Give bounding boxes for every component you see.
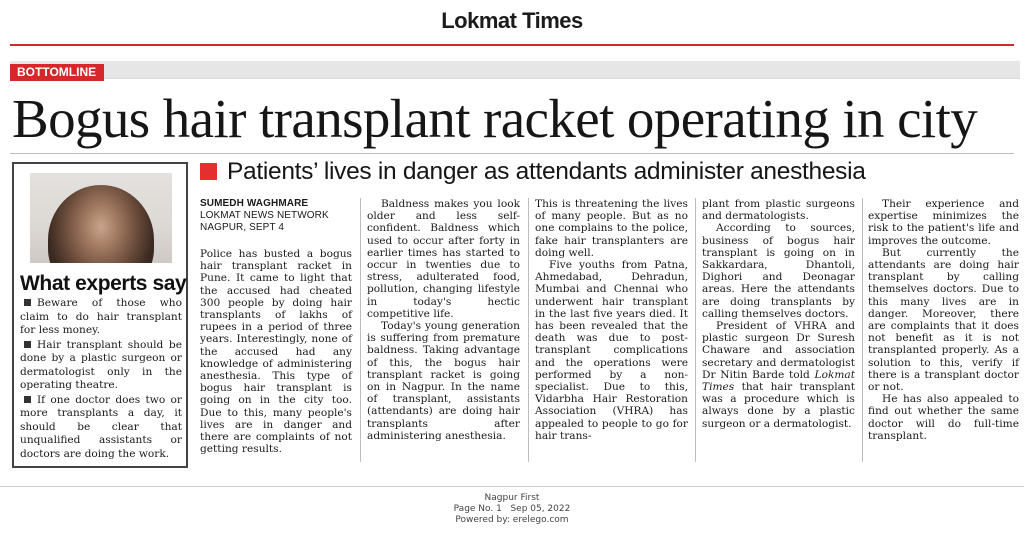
paragraph: Police has busted a bogus hair transplant racket in Pune. It came to light that the accused had cheated 300 people by doing hair transplants of lakhs of rupees in a period of three years. Interestingly, none of the accused had any knowledge of administering anesthesia. This type of bogus hair transplant is going on in the city too. Due to this, many people's lives are in danger and there are complaints of not getting results. bbox=[200, 248, 352, 456]
sidebar-point: If one doctor does two or more transplants a day, it should be clear that unqualified assistants or doctors are doing the work. bbox=[20, 393, 182, 460]
subheadline: Patients’ lives in danger as attendants administer anesthesia bbox=[200, 158, 866, 186]
article-column-1 bbox=[200, 248, 352, 455]
headline: Bogus hair transplant racket operating in city bbox=[12, 88, 978, 149]
edition-name: Nagpur First bbox=[484, 493, 540, 503]
bullet-icon bbox=[24, 396, 31, 403]
masthead-rule bbox=[10, 44, 1014, 46]
masthead: Lokmat Times bbox=[441, 8, 583, 33]
paragraph: This is threatening the lives of many people. But as no one complains to the police, fake hair transplanters are doing well. bbox=[535, 198, 688, 259]
powered-by: Powered by: erelego.com bbox=[455, 515, 569, 525]
page-footer bbox=[0, 493, 1024, 526]
dateline: NAGPUR, SEPT 4 bbox=[200, 222, 285, 233]
article-column-4 bbox=[702, 198, 855, 430]
author-name: SUMEDH WAGHMARE bbox=[200, 198, 309, 209]
sidebar-title: What experts say bbox=[20, 272, 187, 295]
agency: LOKMAT NEWS NETWORK bbox=[200, 210, 329, 221]
paragraph: Baldness makes you look older and less self-confident. Baldness which used to occur after forty in earlier times has started to occur in twenties due to stress, adulterated food, pollution, changing lifestyle in today's hectic competitive life. bbox=[367, 198, 520, 320]
footer-rule bbox=[0, 486, 1024, 487]
paragraph: But currently the attendants are doing hair transplant by calling themselves doctors. Due to this many lives are in danger. Moreover, there are complaints that it does not benefit as it is not transplanted properly. As a solution to this, verify if there is a transplant doctor or not. bbox=[868, 246, 1019, 394]
paragraph: plant from plastic surgeons and dermatologists. bbox=[702, 198, 855, 223]
paragraph: Today's young generation is suffering from premature baldness. Taking advantage of this, the bogus hair transplant racket is going on in Nagpur. In the name of transplant, assistants (attendants) are doing hair transplants after administering anesthesia. bbox=[367, 320, 520, 442]
column-rule bbox=[862, 198, 863, 462]
sidebar-point: Beware of those who claim to do hair transplant for less money. bbox=[20, 297, 182, 336]
red-square-icon bbox=[200, 163, 217, 180]
paragraph: Five youths from Patna, Ahmedabad, Dehradun, Mumbai and Chennai who underwent hair transplant in the last five years died. It has been revealed that the death was due to post-transplant complications and the operations were performed by a non-specialist. Due to this, Vidarbha Hair Restoration Association (VHRA) has appealed to people to go for hair trans- bbox=[535, 259, 688, 442]
column-rule bbox=[695, 198, 696, 462]
paragraph: According to sources, business of bogus hair transplant is going on in Sakkardara, Dhantoli, Dighori and Deonagar areas. Here the attendants are doing transplants by calling themselves doctors. bbox=[702, 222, 855, 320]
paragraph: President of VHRA and plastic surgeon Dr Suresh Chaware and association secretary and dermatologist Dr Nitin Barde told Lokmat Times that hair transplant was a procedure which is always done by a plastic surgeon or a dermatologist. bbox=[702, 320, 855, 430]
expert-sidebar bbox=[12, 162, 188, 468]
byline bbox=[200, 198, 329, 234]
bald-head-photo bbox=[30, 173, 172, 263]
headline-rule bbox=[10, 153, 1014, 154]
article-column-2 bbox=[367, 198, 520, 442]
article-column-3 bbox=[535, 198, 688, 442]
paragraph: Their experience and expertise minimizes the risk to the patient's life and improves the outcome. bbox=[868, 198, 1019, 247]
section-kicker-bar bbox=[10, 61, 1020, 79]
column-rule bbox=[360, 198, 361, 462]
page-info: Page No. 1 Sep 05, 2022 bbox=[453, 504, 571, 514]
section-kicker: BOTTOMLINE bbox=[10, 64, 104, 81]
sidebar-list bbox=[20, 297, 182, 462]
bullet-icon bbox=[24, 299, 31, 306]
bullet-icon bbox=[24, 341, 31, 348]
column-rule bbox=[528, 198, 529, 462]
newspaper-name: Lokmat Times bbox=[702, 368, 855, 394]
article-column-5 bbox=[868, 198, 1019, 442]
paragraph: He has also appealed to find out whether the same doctor will do full-time transplant. bbox=[868, 393, 1019, 442]
sidebar-point: Hair transplant should be done by a plastic surgeon or dermatologist only in the operating theatre. bbox=[20, 338, 182, 391]
